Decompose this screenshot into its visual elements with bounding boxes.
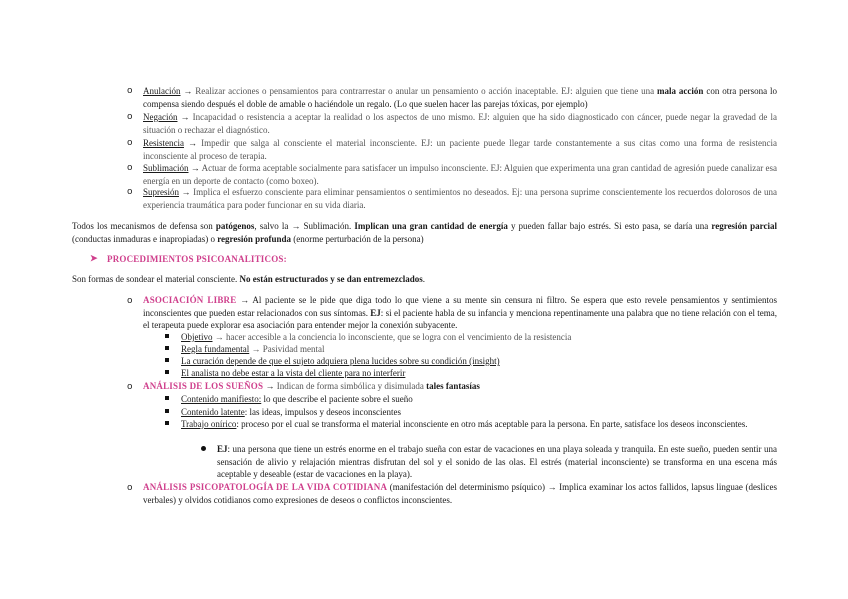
suenos-example: [217, 443, 777, 481]
square-bullet: [165, 346, 169, 350]
sub-text: → Pasividad mental: [249, 344, 325, 354]
text: Son formas de sondear el material consciente.: [72, 274, 240, 284]
square-bullet: [165, 421, 169, 425]
text: Al paciente se le pide que diga todo lo que viene a su mente sin censura ni filtro. Se espera que esto revele pensamientos y sentimientos inconscientes que pueden estar relacionados con sus síntomas.: [143, 295, 777, 318]
sub-term: Objetivo: [181, 332, 213, 342]
bold-text: tales fantasías: [426, 381, 480, 391]
description: Impedir que salga al consciente el material inconsciente. EJ: un paciente puede llegar tarde constantemente a sus citas como una forma de resistencia inconsciente al proceso de terapia.: [143, 138, 778, 161]
analisis-suenos: [143, 380, 777, 393]
asociacion-sub-4: [181, 367, 777, 380]
text: Indican de forma simbólica y disimulada: [276, 381, 427, 391]
term: Sublimación: [143, 163, 189, 173]
square-bullet: [165, 370, 169, 374]
item-title: ASOCIACIÓN LIBRE: [143, 295, 237, 305]
bold-text: Implican una gran cantidad de energía: [354, 221, 508, 231]
defense-sublimacion: [143, 162, 777, 187]
text: (manifestación del determinismo psíquico) → Implica examinar los actos fallidos, lapsus linguae (deslices verbales) y olvidos cotidianos como expresiones de deseos o conflictos inconscientes.: [143, 482, 777, 505]
defense-anulacion: [143, 85, 777, 110]
suenos-sub-3: [181, 418, 777, 431]
term: Resistencia: [143, 138, 184, 148]
defense-resistencia: [143, 137, 777, 162]
bold-text: patógenos: [215, 221, 255, 231]
list-bullet: o: [127, 163, 133, 173]
square-bullet: [165, 358, 169, 362]
sub-term: La curación depende de que el sujeto adquiera plena lucides sobre su condición (insight): [181, 356, 500, 366]
list-bullet: o: [127, 86, 133, 96]
list-bullet: o: [127, 296, 133, 306]
sub-term: Trabajo onírico: [181, 419, 237, 429]
description: Realizar acciones o pensamientos para contrarrestar o anular un pensamiento o acción inaceptable. EJ: alguien que tiene una: [195, 86, 658, 96]
asociacion-libre: [143, 294, 777, 332]
term: Supresión: [143, 187, 179, 197]
arrow: →: [263, 381, 277, 391]
sub-term: Contenido latente: [181, 407, 245, 417]
suenos-sub-1: [181, 393, 777, 406]
arrow: →: [236, 295, 253, 305]
square-bullet: [165, 396, 169, 400]
term: Anulación: [143, 86, 181, 96]
sub-text: lo que describe el paciente sobre el sueño: [261, 394, 413, 404]
sub-term: Contenido manifiesto:: [181, 394, 262, 404]
analisis-psicopatologia: [143, 481, 777, 506]
description: Actuar de forma aceptable socialmente para satisfacer un impulso inconsciente. EJ: Alguien que experimenta una gran cantidad de agresión puede canalizar esa energía en un deporte de contacto (como boxeo).: [143, 163, 777, 186]
summary-paragraph: [72, 220, 777, 245]
text: (conductas inmaduras e inapropiadas) o: [72, 233, 218, 244]
bold-text: EJ: [217, 444, 228, 454]
item-title: ANÁLISIS DE LOS SUEÑOS: [143, 381, 264, 391]
item-title: ANÁLISIS PSICOPATOLOGÍA DE LA VIDA COTIDIANA: [143, 482, 388, 492]
text: Todos los mecanismos de defensa son: [72, 221, 216, 231]
list-bullet: o: [127, 382, 133, 392]
text: (enorme perturbación de la persona): [290, 233, 424, 244]
heading-colon: :: [283, 254, 287, 264]
bold-text: regresión parcial: [711, 221, 777, 231]
list-bullet: o: [127, 112, 133, 122]
asociacion-sub-1: [181, 331, 777, 344]
sub-text: : proceso por el cual se transforma el material inconsciente en otro más aceptable para la persona. En parte, satisface los deseos inconscientes.: [236, 419, 748, 429]
list-bullet: o: [127, 187, 133, 197]
text: , salvo la → Sublimación.: [254, 221, 355, 231]
text: .: [422, 274, 426, 284]
square-bullet: [165, 334, 169, 338]
list-bullet: o: [127, 483, 133, 493]
text: y pueden fallar bajo estrés. Si esto pasa, se daría una: [507, 221, 712, 231]
defense-supresion: [143, 186, 777, 211]
asociacion-sub-3: [181, 355, 777, 368]
arrow: →: [188, 163, 202, 173]
arrow: →: [179, 187, 194, 197]
sub-text: : las ideas, impulsos y deseos inconscientes: [244, 407, 401, 417]
section-heading: [107, 253, 507, 266]
arrow: →: [177, 112, 193, 122]
description: Implica el esfuerzo consciente para eliminar pensamientos o sentimientos no deseados. Ej: una persona suprime conscientemente los recuerdos dolorosos de una experiencia traumática para poder funcionar en su vida diaria.: [143, 187, 778, 210]
intro-paragraph: [72, 273, 777, 286]
asociacion-sub-2: [181, 343, 777, 356]
bold-text: EJ: [370, 307, 381, 318]
sub-term: El analista no debe estar a la vista del cliente para no interferir: [181, 368, 406, 378]
list-bullet: o: [127, 138, 133, 148]
bold-text: regresión profunda: [217, 233, 291, 244]
defense-negacion: [143, 111, 777, 136]
text: : si el paciente habla de su infancia y menciona repentinamente una palabra que no tiene relación con el tema, el terapeuta puede explorar esa asociación para entender mejor la conexión subyacente.: [143, 307, 778, 330]
arrow: →: [184, 138, 202, 148]
bold-text: mala acción: [657, 86, 704, 96]
term: Negación: [143, 112, 178, 122]
example-text: : una persona que tiene un estrés enorme en el trabajo sueña con estar de vacaciones en una playa soleada y tranquila. En este sueño, pueden sentir una sensación de alivio y relajación mientras disfrutan del sol y el sonido de las olas. El estrés (material inconsciente) se transforma en una escena más aceptable y deseable (estar de vacaciones en la playa).: [217, 444, 777, 479]
suenos-sub-2: [181, 406, 777, 419]
sub-text: → hacer accesible a la conciencia lo inconsciente, que se logra con el vencimiento de la resistencia: [212, 332, 572, 342]
square-bullet: [165, 409, 169, 413]
heading-arrow-icon: ➤: [90, 253, 98, 263]
bold-text: No están estructurados y se dan entremezclados: [239, 274, 423, 284]
description-rest: con otra persona lo compensa siendo después el doble de amable o haciéndole un regalo. (Lo que suelen hacer las parejas tóxicas, por ejemplo): [143, 86, 778, 109]
heading-text: PROCEDIMIENTOS PSICOANALITICOS: [107, 254, 284, 264]
sub-term: Regla fundamental: [181, 344, 250, 354]
description: Incapacidad o resistencia a aceptar la realidad o los aspectos de uno mismo. EJ: alguien que ha sido diagnosticado con cáncer, puede negar la gravedad de la situación o rechazar el diagnóstico.: [143, 112, 777, 135]
arrow: →: [180, 86, 196, 96]
dot-bullet: [201, 446, 206, 451]
